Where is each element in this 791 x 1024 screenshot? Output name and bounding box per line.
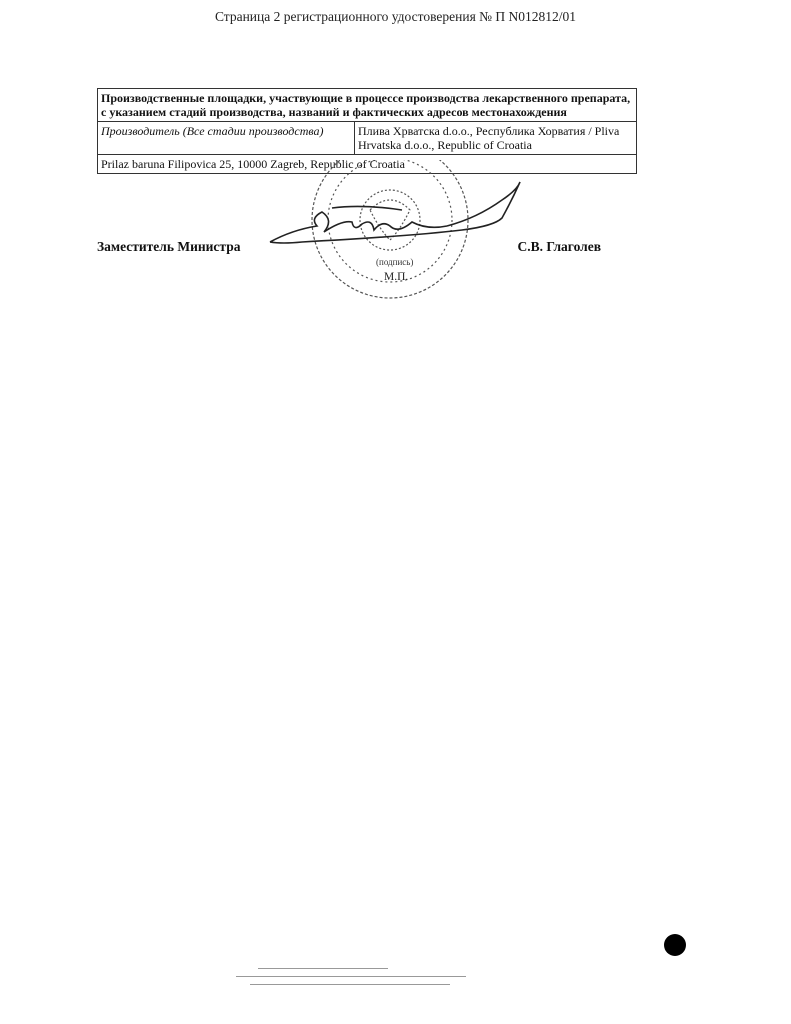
corner-dot-mark (664, 934, 686, 956)
handwritten-signature (270, 182, 520, 243)
seal-caption: М.П. (384, 271, 409, 283)
table-row (98, 122, 637, 155)
scan-artifact (236, 976, 466, 977)
table-heading-row (98, 89, 637, 122)
page-header: Страница 2 регистрационного удостоверения № П N012812/01 (214, 9, 577, 24)
table-heading: Производственные площадки, участвующие в процессе производства лекарственного препарата, с указанием стадий производства, названий и фактических адресов местонахождения (98, 89, 637, 122)
signer-name: С.В. Глаголев (517, 239, 601, 254)
signer-title: Заместитель Министра (97, 239, 241, 254)
scan-artifact (250, 984, 450, 985)
scan-artifact (258, 968, 388, 969)
manufacturer-name: Плива Хрватска d.o.o., Республика Хорватия / Pliva Hrvatska d.o.o., Republic of Croatia (355, 122, 637, 155)
signature-caption: (подпись) (376, 257, 414, 267)
manufacturer-address: Prilaz baruna Filipovica 25, 10000 Zagreb, Republic of Croatia (98, 155, 637, 174)
official-seal-and-signature (262, 160, 552, 310)
manufacturer-role: Производитель (Все стадии производства) (98, 122, 355, 155)
